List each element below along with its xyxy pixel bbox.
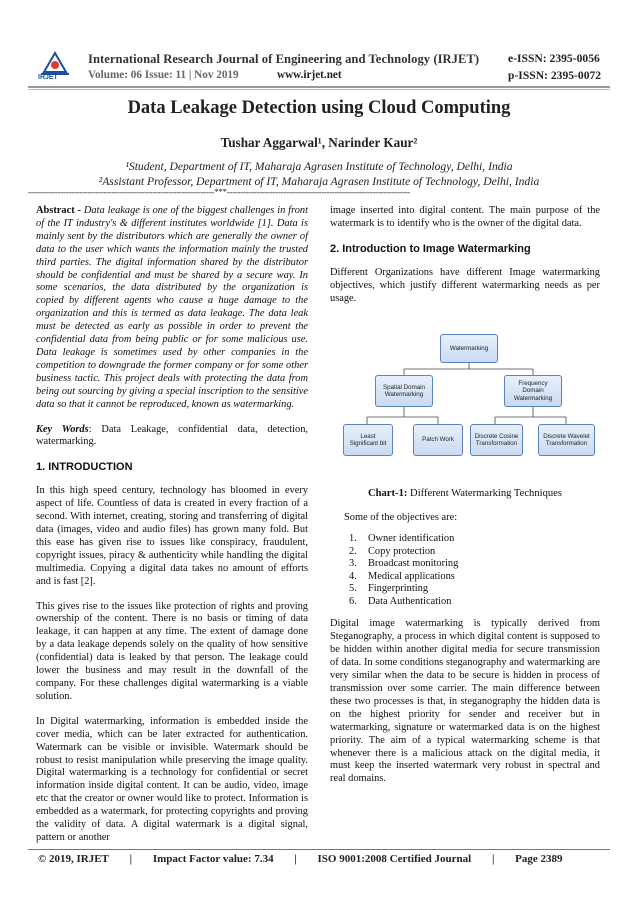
node-watermarking: Watermarking (440, 334, 498, 363)
paper-authors: Tushar Aggarwal¹, Narinder Kaur² (220, 135, 418, 150)
abstract-text: Data leakage is one of the biggest challenges in front of the IT industry's & different institutes worldwide [1]. Data is mainly sent by the distributors which are generally the owner of data to the user which wants the information mainly the trusted third parties. The digital information shared by the distributor should be confidential and must be shared by a secure way. In some scenarios, the data distributed by the organization is copied by different agents who cause a huge damage to the organization and this is termed as data leakage. The data leak must be detected as early as possible in order to prevent the confidential data from being public or for some malicious use. Data leakage is sometimes used by other companies in the competition to downgrade the former company or for some other business tactic. This project deals with protecting the data from being out sourcing by giving a special inscription to the sensitive data so that it cannot be reproduced, known as watermarking. (36, 205, 309, 410)
footer-impact-factor: Impact Factor value: 7.34 (152, 853, 274, 865)
node-spatial-domain: Spatial Domain Watermarking (375, 375, 433, 407)
node-discrete-wavelet: Discrete Wavelet Transformation (538, 424, 595, 456)
e-issn: e-ISSN: 2395-0056 (508, 52, 600, 65)
continued-paragraph: image inserted into digital content. The main purpose of the watermark is to identify who is the owner of the digital data. (330, 205, 600, 229)
node-discrete-cosine: Discrete Cosine Transformation (470, 424, 523, 456)
affiliation-2: ²Assistant Professor, Department of IT, Maharaja Agrasen Institute of Technology, Delhi, India (98, 175, 540, 188)
objectives-intro: Some of the objectives are: (344, 512, 458, 523)
footer-copyright: © 2019, IRJET (38, 853, 109, 865)
list-item: 5. Fingerprinting (349, 583, 429, 595)
left-column (36, 205, 308, 845)
intro-paragraph-3: In Digital watermarking, information is embedded inside the cover media, which can be later extracted for authentication. Watermark can be visible or invisible. Watermark should be robust to resist manipulation while preserving the image quality. Digital watermarking is a technology for confidential or secret information inside digital content. It can be audio, video, image etc that the creator or owner would like to protect. Information is embedded as a watermark, for protecting copyrights and proving the validity of data. A digital watermark is a digital signal, pattern or another (36, 715, 308, 843)
irjet-logo-icon (38, 50, 72, 76)
footer-page-number: Page 2389 (515, 853, 563, 865)
footer-iso: ISO 9001:2008 Certified Journal (317, 853, 472, 865)
logo-text: IRJET (38, 74, 58, 81)
footer-divider (28, 849, 610, 850)
objectives-list (330, 533, 600, 609)
abstract-label: Abstract - (36, 205, 84, 216)
objectives-block (330, 512, 600, 786)
header-divider (28, 86, 610, 88)
watermarking-techniques-diagram (343, 329, 598, 459)
affiliation-1: ¹Student, Department of IT, Maharaja Agrasen Institute of Technology, Delhi, India (125, 160, 513, 173)
paper-title: Data Leakage Detection using Cloud Computing (127, 98, 511, 118)
page-footer: © 2019, IRJET | Impact Factor value: 7.34 | ISO 9001:2008 Certified Journal | Page 2389 (38, 853, 563, 865)
list-item: 2. Copy protection (349, 545, 436, 557)
intro-paragraph-1: In this high speed century, technology has bloomed in every aspect of life. Countless of data is created in every fraction of a second. With internet, creating, storing and transferring of digital data (images, video and audio files) has grown many fold. But this ease has given rise to issues like conspiracy, fraudulent, copyright issues, piracy & authenticity while handling the digital multimedia. Copying a digital data takes no amount of efforts and is fast [2]. (36, 485, 308, 587)
chart-label: Chart-1: (367, 488, 408, 499)
node-least-significant-bit: Least Significant bit (343, 424, 393, 456)
p-issn: p-ISSN: 2395-0072 (508, 69, 602, 82)
keywords-label: Key Words (36, 423, 89, 435)
intro-paragraph-2: This gives rise to the issues like protection of rights and proving ownership of the content. There is no basis or timing of data leakage, it can happen at any time. The extent of damage done by a data leakage depends solely on the quality of how sensitive (confidential) data is leaked by that person. The leakage could lower the business and may result in the downfall of the company. For these challenges digital watermarking is a viable solution. (36, 600, 308, 702)
list-item: 3. Broadcast monitoring (349, 558, 459, 570)
node-patch-work: Patch Work (413, 424, 463, 456)
section-1-heading: 1. INTRODUCTION (36, 461, 133, 474)
list-item: 4. Medical applications (349, 570, 455, 582)
chart-caption (330, 488, 600, 499)
journal-title: International Research Journal of Engineering and Technology (IRJET) (88, 52, 480, 66)
keywords (36, 424, 308, 450)
list-item: 6. Data Authentication (349, 595, 452, 607)
volume-issue: Volume: 06 Issue: 11 | Nov 2019 (88, 69, 239, 81)
steganography-paragraph: Digital image watermarking is typically derived from Steganography, a process in which digital content is supposed to be hidden within another digital media for secure transmission of data. In some conditions steganography and watermarking are very similar when the data to be secure is hidden in process of transmission over some carrier. The main difference between these two processes is that, in steganography the hidden data is on the highest priority for sender and receiver but in watermarking, signature or watermarked data is on the highest priority. The aim of a typical watermarking scheme is that whenever there is a malicious attack on the digital media, it must keep the inserted watermark very robust in spectral and real domains. (330, 618, 600, 785)
node-frequency-domain: Frequency Domain Watermarking (504, 375, 562, 407)
right-column (330, 205, 600, 306)
watermarking-intro-paragraph: Different Organizations have different Image watermarking objectives, which justify different watermarking needs as per usage. (330, 266, 600, 304)
section-2-heading: 2. Introduction to Image Watermarking (330, 242, 531, 255)
list-item: 1. Owner identification (349, 532, 455, 544)
separator-line: ---------------------------------------------------------------------***-------------------------------------------------------------------- (28, 187, 411, 197)
keywords-text: : Data Leakage, confidential data, detection, watermarking. (36, 423, 309, 448)
header-divider-thin (28, 89, 610, 90)
abstract (36, 205, 308, 412)
journal-website-link[interactable]: www.irjet.net (277, 69, 342, 81)
chart-caption-text: Different Watermarking Techniques (407, 488, 563, 499)
